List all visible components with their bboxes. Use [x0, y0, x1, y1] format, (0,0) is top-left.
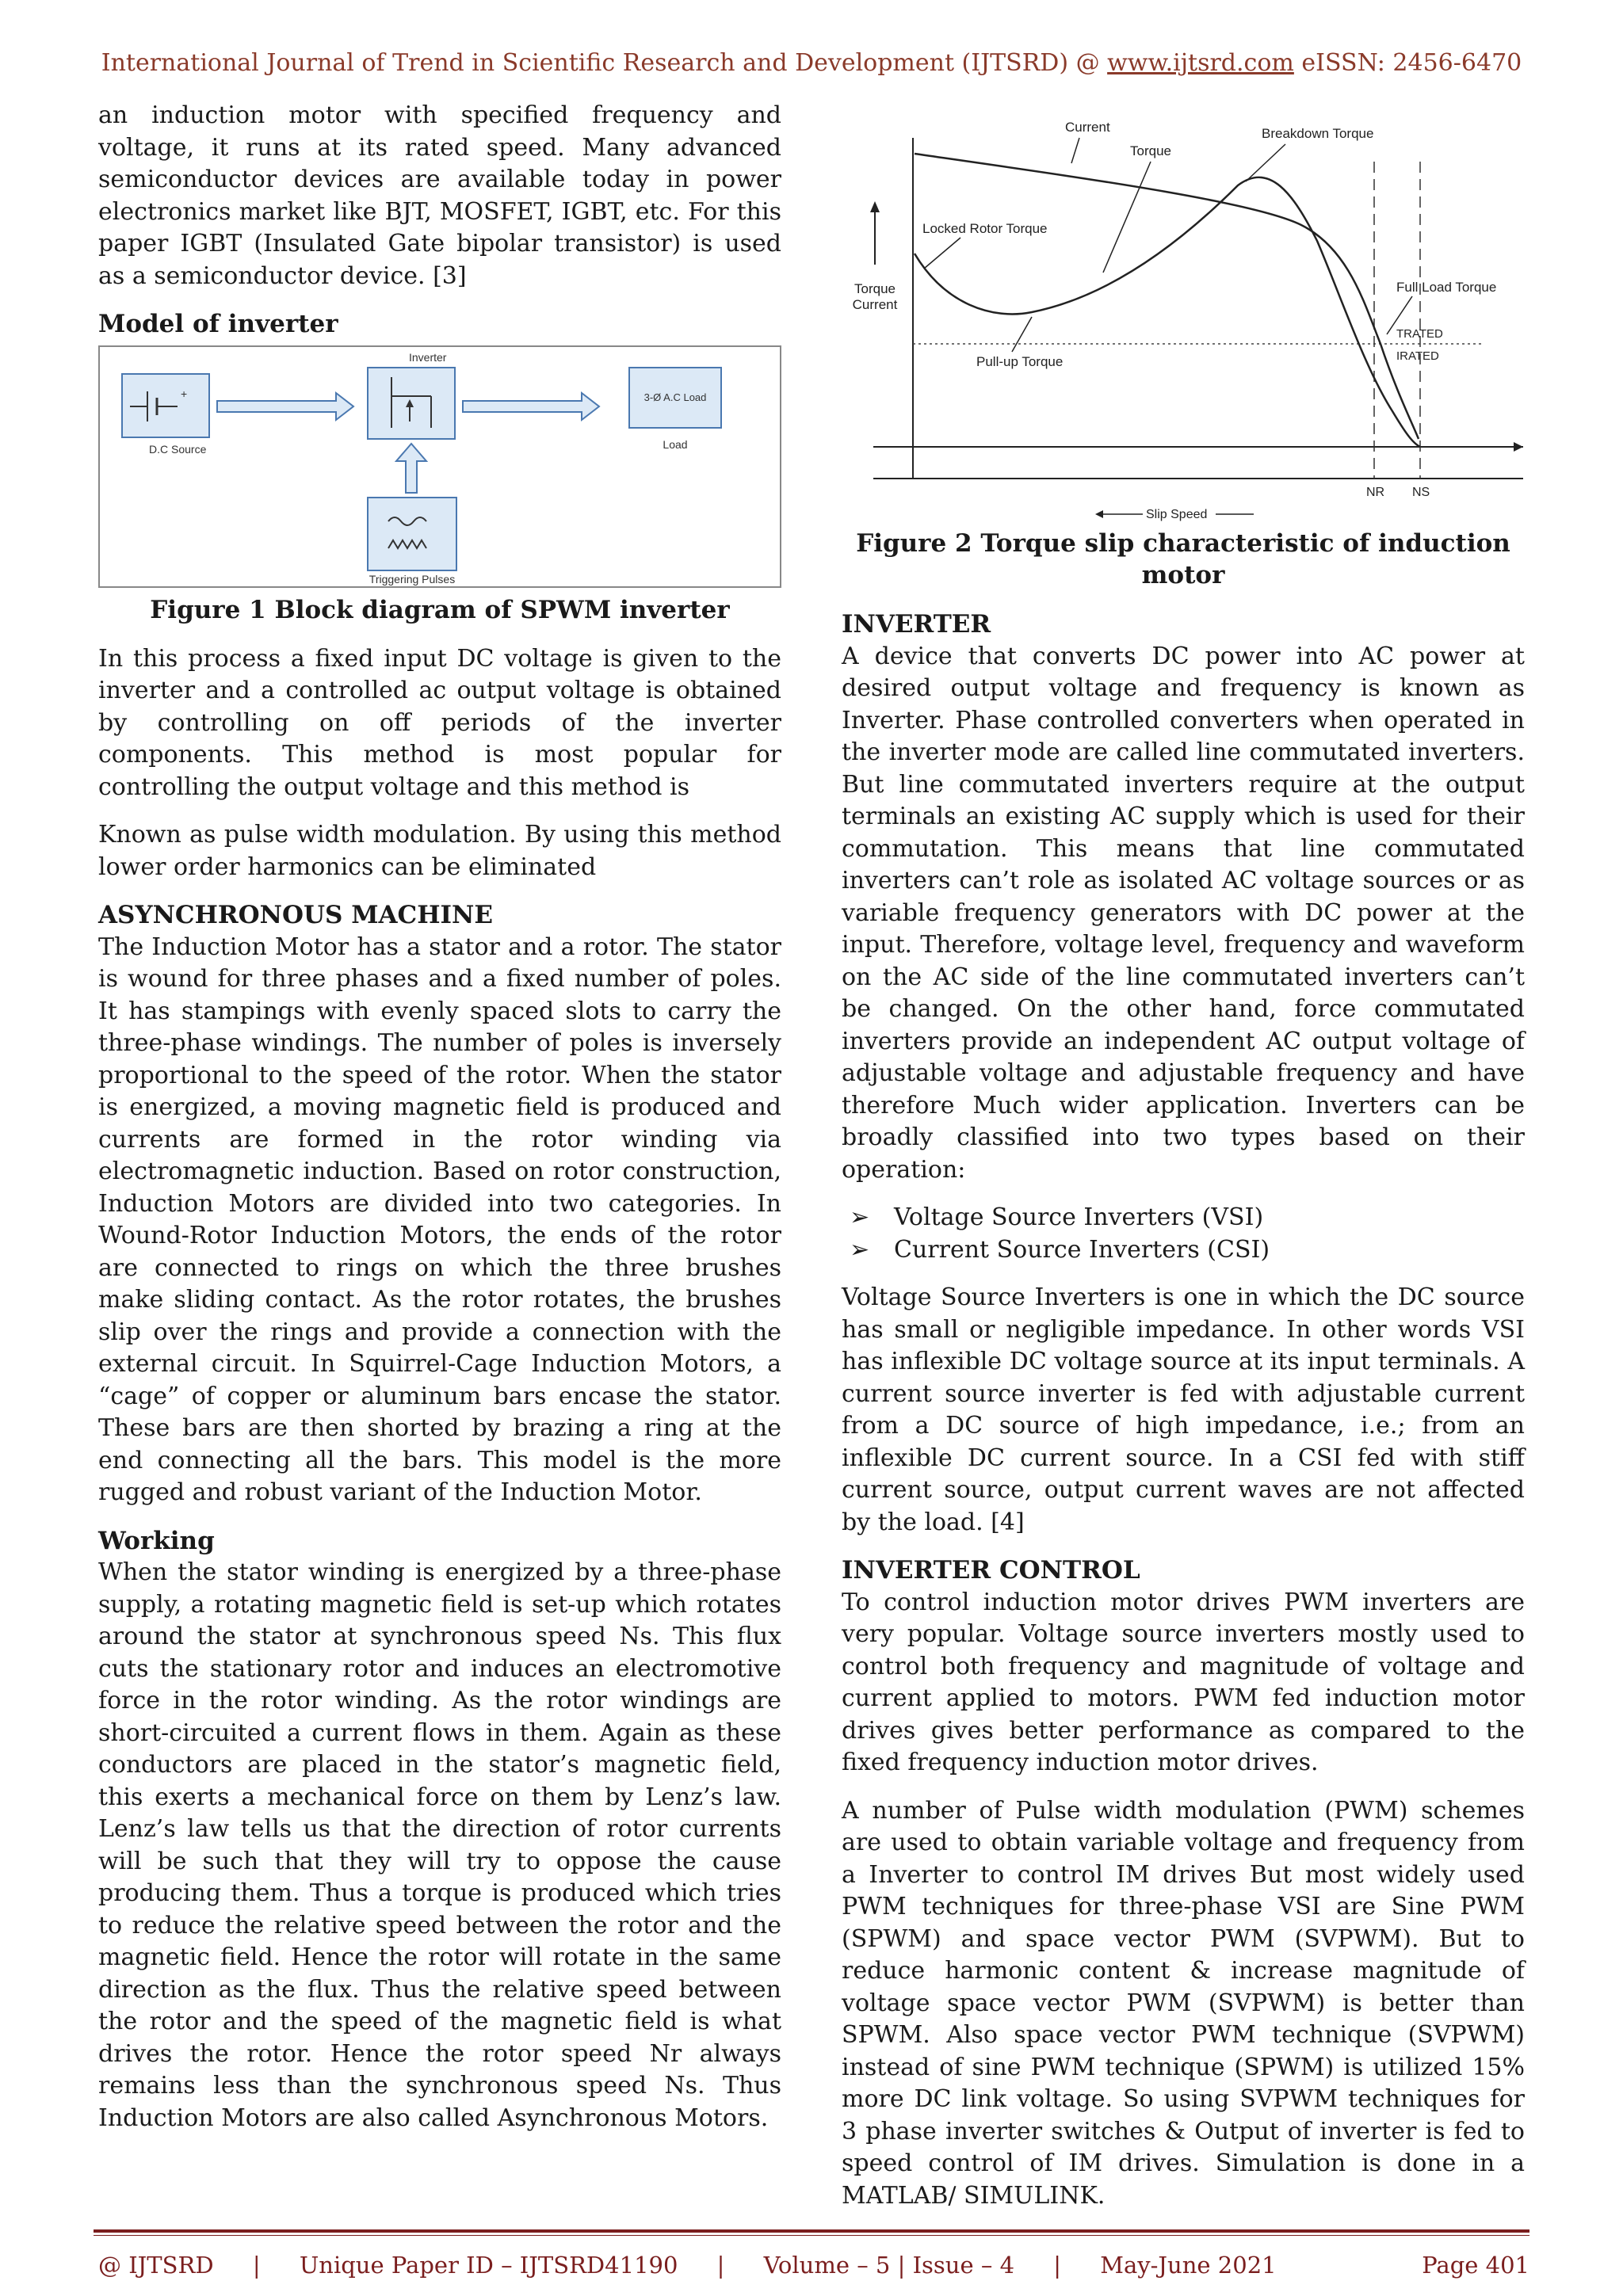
- torque-label: Torque: [1130, 143, 1171, 158]
- pwm-paragraph: Known as pulse width modulation. By using this method lower order harmonics can be eliminated: [98, 821, 781, 881]
- current-label: Current: [1065, 120, 1110, 135]
- footer-page-number: Page 401: [1422, 2252, 1529, 2279]
- footer-copyright: @ IJTSRD: [98, 2252, 214, 2279]
- async-paragraph: The Induction Motor has a stator and a rotor. The stator is wound for three phases and a fixed number of poles. It has stampings with evenly spaced slots to carry the three-phase windings. The number of poles is inversely proportional to the speed of the rotor. When the stator is energized, a moving magnetic field is produced and currents are formed in the rotor winding via electromagnetic induction. Based on rotor construction, Induction Motors are divided into two categories. In Wound-Rotor Induction Motors, the ends of the rotor are connected to rings on which the three brushes make sliding contact. As the rotor rotates, the brushes slip over the rings and provide a connection with the external circuit. In Squirrel-Cage Induction Motors, a “cage” of copper or aluminum bars encase the stator. These bars are then shorted by brazing a ring at the end connecting all the bars. This model is the more rugged and robust variant of the Induction Motor.: [98, 933, 781, 1506]
- trated-label: TRATED: [1396, 327, 1443, 341]
- full-load-label: Full Load Torque: [1396, 280, 1497, 295]
- load-label: Load: [663, 437, 688, 451]
- async-heading: ASYNCHRONOUS MACHINE: [98, 901, 493, 929]
- dc-source-block: [122, 374, 209, 437]
- right-column: [842, 100, 1525, 2228]
- triggering-pulses-block: [368, 498, 456, 570]
- vsi-paragraph: Voltage Source Inverters is one in which the DC source has small or negligible impedance. In other words VSI has inflexible DC voltage source at its input terminals. A current source inverter is fed with adjustable current from a DC source of high impedance, i.e.; from an inflexible DC current source. In a CSI fed with stiff current source, output current waves are not affected by the load. [4]: [842, 1283, 1525, 1536]
- bullet-text: Voltage Source Inverters (VSI): [894, 1203, 1264, 1231]
- list-item: [850, 1202, 1525, 1234]
- irated-label: IRATED: [1396, 349, 1439, 363]
- figure2-torque-slip-chart: [842, 106, 1525, 521]
- left-column: [98, 100, 781, 2150]
- working-paragraph: When the stator winding is energized by a three-phase supply, a rotating magnetic field is set-up which rotates around the stator at synchronous speed Ns. This flux cuts the stationary rotor and induces an electromotive force in the rotor winding. As the rotor windings are short-circuited a current flows in them. Again as these conductors are placed in the stator’s magnetic field, this exerts a mechanical force on them by Lenz’s law. Lenz’s law tells us that the direction of rotor currents will be such that they will try to oppose the cause producing them. Thus a torque is produced which tries to reduce the relative speed between the rotor and the magnetic field. Hence the rotor will rotate in the same direction as the flux. Thus the relative speed between the rotor and the speed of the magnetic field is what drives the rotor. Hence the rotor speed Nr always remains less than the synchronous speed Ns. Thus Induction Motors are also called Asynchronous Motors.: [98, 1558, 781, 2132]
- journal-link[interactable]: www.ijtsrd.com: [1107, 49, 1294, 77]
- header-suffix: eISSN: 2456-6470: [1293, 49, 1522, 77]
- ns-label: NS: [1412, 486, 1430, 499]
- dc-source-label: D.C Source: [149, 442, 207, 456]
- figure2-caption: Figure 2 Torque slip characteristic of induction motor: [856, 529, 1510, 589]
- footer-separator: |: [716, 2252, 725, 2279]
- list-item: [850, 1234, 1525, 1267]
- current-curve: [915, 154, 1419, 439]
- footer-separator: |: [1053, 2252, 1062, 2279]
- working-heading: Working: [98, 1526, 215, 1555]
- header-prefix: International Journal of Trend in Scientific Research and Development (IJTSRD) @: [101, 49, 1108, 77]
- model-heading: Model of inverter: [98, 310, 338, 338]
- arrow-bullet-icon: ➢: [850, 1203, 870, 1231]
- pullup-label: Pull-up Torque: [976, 354, 1064, 369]
- slip-speed-label: Slip Speed: [1146, 508, 1208, 521]
- axis-torque-label: Torque: [854, 281, 896, 296]
- nr-label: NR: [1366, 486, 1385, 499]
- page-footer: [98, 2252, 1529, 2279]
- arrow-bullet-icon: ➢: [850, 1235, 870, 1264]
- footer-paper-id: Unique Paper ID – IJTSRD41190: [299, 2252, 678, 2279]
- footer-rule-thin: [94, 2235, 1529, 2236]
- inverter-label: Inverter: [409, 350, 447, 364]
- journal-header: [0, 49, 1623, 77]
- torque-curve: [915, 177, 1420, 447]
- figure1-caption: Figure 1 Block diagram of SPWM inverter: [150, 595, 730, 624]
- triggering-label: Triggering Pulses: [369, 572, 456, 585]
- footer-separator: |: [252, 2252, 261, 2279]
- footer-volume: Volume – 5 | Issue – 4: [763, 2252, 1015, 2279]
- inverter-types-list: [842, 1202, 1525, 1266]
- inverter-block: [368, 368, 455, 439]
- inverter-paragraph: A device that converts DC power into AC power at desired output voltage and frequency is known as Inverter. Phase controlled converters when operated in the inverter mode are called line commutated inverters. But line commutated inverters require at the output terminals an existing AC supply which is used for their commutation. This means that line commutated inverters can’t role as isolated AC voltage sources or as variable frequency generators with DC power at the input. Therefore, voltage level, frequency and waveform on the AC side of the line commutated inverters can’t be changed. On the other hand, force commutated inverters provide an independent AC output voltage of adjustable voltage and adjustable frequency and have therefore Much wider application. Inverters can be broadly classified into two types based on their operation:: [842, 642, 1525, 1184]
- figure1-block-diagram: [98, 345, 781, 588]
- control-heading: INVERTER CONTROL: [842, 1556, 1140, 1585]
- footer-rule: [94, 2229, 1529, 2233]
- load-block: [629, 368, 721, 428]
- axis-current-label: Current: [852, 297, 898, 312]
- control-paragraph-1: To control induction motor drives PWM inverters are very popular. Voltage source inverters mostly used to control both frequency and magnitude of voltage and current applied to motors. PWM fed induction motor drives gives better performance as compared to the fixed frequency induction motor drives.: [842, 1588, 1525, 1776]
- breakdown-label: Breakdown Torque: [1262, 126, 1374, 141]
- inverter-heading: INVERTER: [842, 610, 991, 639]
- locked-rotor-label: Locked Rotor Torque: [922, 221, 1048, 236]
- inverter-process-paragraph: In this process a fixed input DC voltage is given to the inverter and a controlled ac output voltage is obtained by controlling on off periods of the inverter components. This method is most popular for controlling the output voltage and this method is: [98, 644, 781, 801]
- intro-paragraph: an induction motor with specified frequency and voltage, it runs at its rated speed. Many advanced semiconductor devices are available today in power electronics market like BJT, MOSFET, IGBT, etc. For this paper IGBT (Insulated Gate bipolar transistor) is used as a semiconductor device. [3]: [98, 101, 781, 290]
- load-box-text: 3-Ø A.C Load: [643, 391, 707, 403]
- bullet-text: Current Source Inverters (CSI): [894, 1235, 1270, 1264]
- svg-text:+: +: [181, 387, 188, 400]
- control-paragraph-2: A number of Pulse width modulation (PWM) schemes are used to obtain variable voltage and frequency from a Inverter to control IM drives But most widely used PWM techniques for three-phase VSI are Sine PWM (SPWM) and space vector PWM (SVPWM). But to reduce harmonic content & increase magnitude of voltage space vector PWM (SVPWM) is better than SPWM. Also space vector PWM technique (SVPWM) instead of sine PWM technique (SPWM) is utilized 15% more DC link voltage. So using SVPWM techniques for 3 phase inverter switches & Output of inverter is fed to speed control of IM drives. Simulation is done in a MATLAB/ SIMULINK.: [842, 1796, 1525, 2210]
- footer-date: May-June 2021: [1100, 2252, 1277, 2279]
